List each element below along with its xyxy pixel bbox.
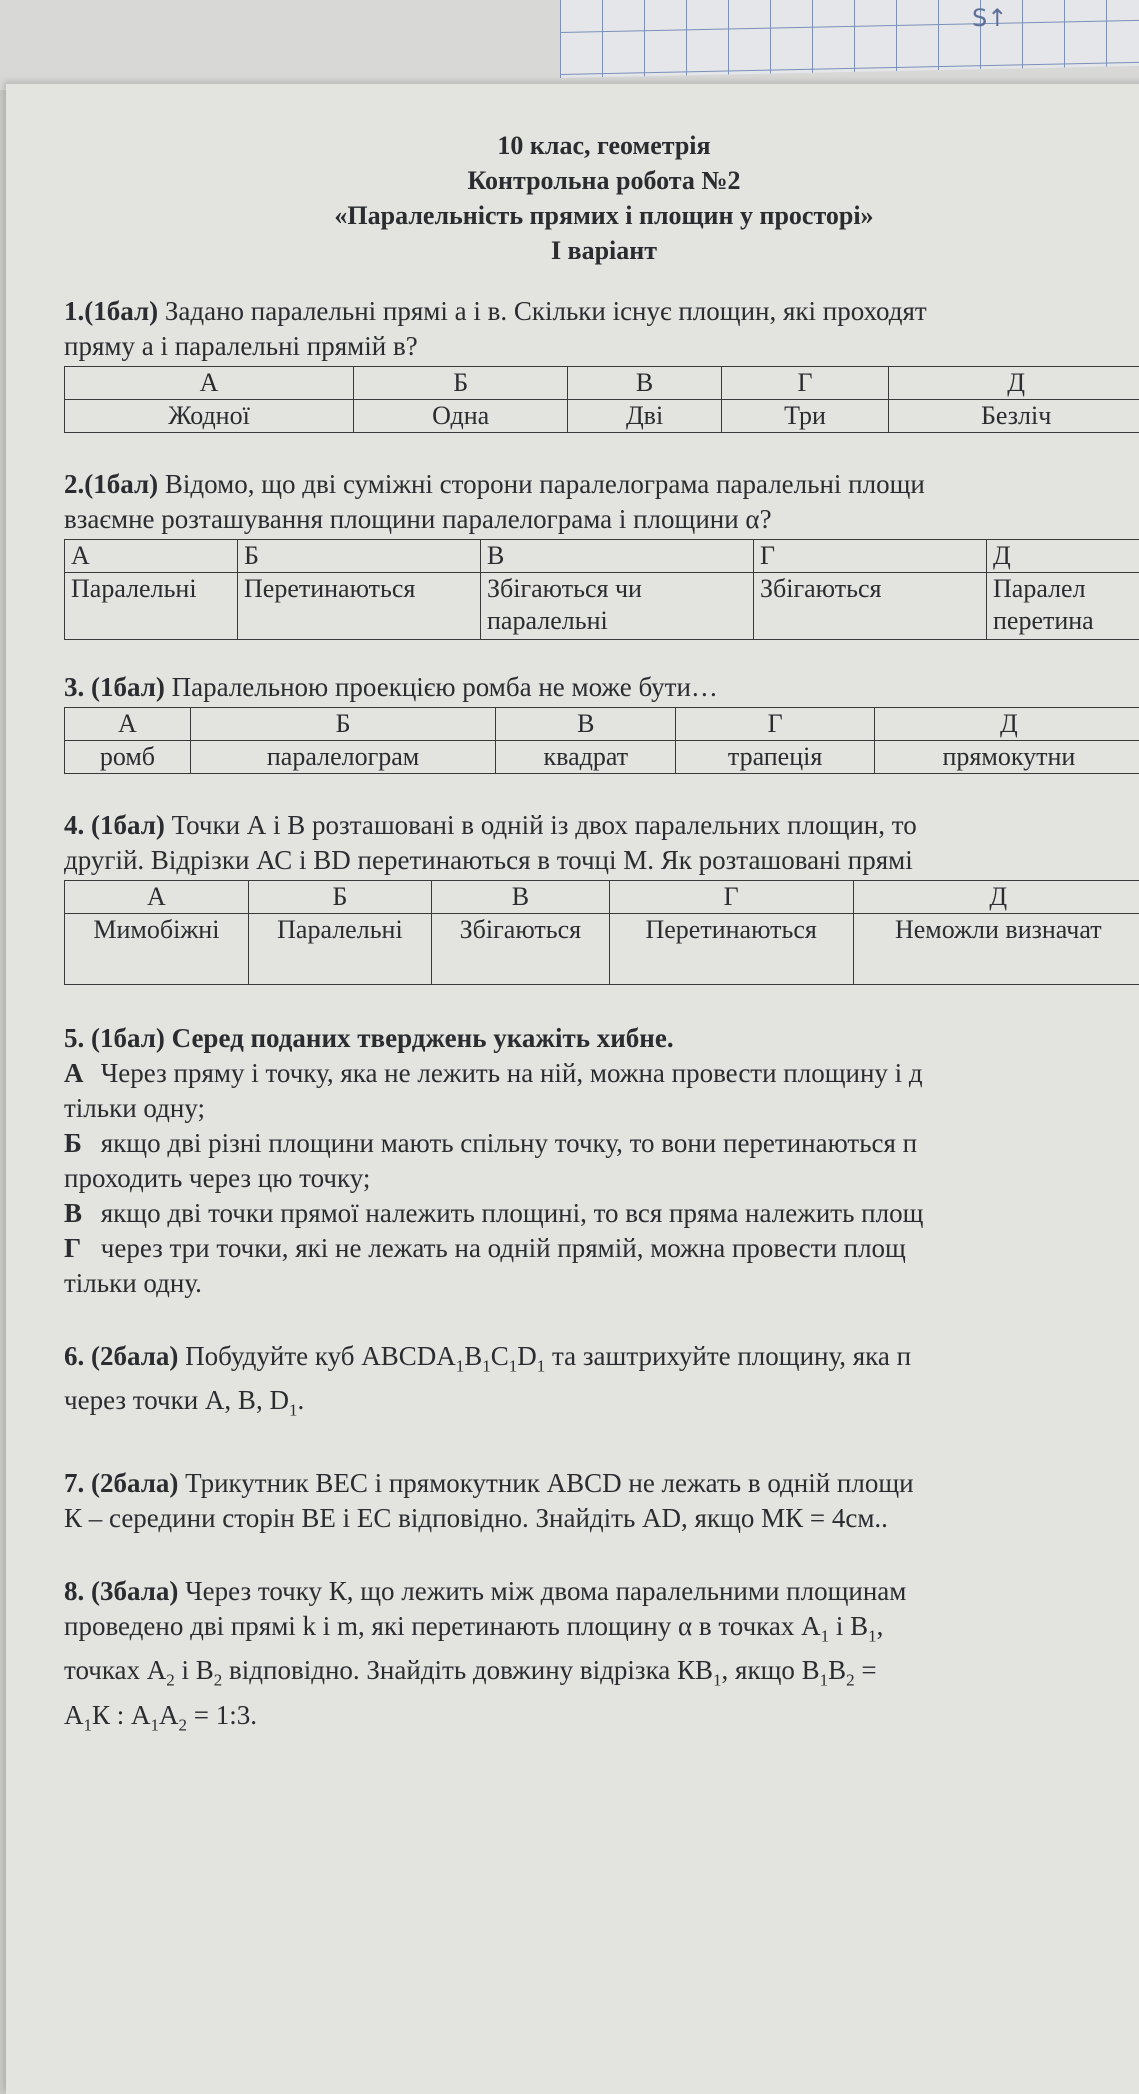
q4-text-2: другій. Відрізки АС і ВD перетинаються в точці М. Як розташовані прямі [64,843,1139,878]
q4-option-c: Збігаються [432,914,610,985]
q1-text-2: пряму а і паралельні прямій в? [64,329,1139,364]
q2-answer-table [64,539,1139,640]
q4-header-b: Б [248,881,431,914]
q1-header-c: В [568,367,722,400]
q3-header-a: А [65,708,191,741]
q2-option-b: Перетинаються [238,573,481,640]
q5-statement-c [64,1196,1139,1231]
q8-sub: 2 [166,1671,175,1690]
q8-sub: 2 [846,1671,855,1690]
q5-letter-a: А [64,1056,94,1091]
q8-text-3e: B [828,1655,846,1685]
q8-text-4c: A [159,1700,179,1730]
q8-text-4d: = 1:3. [187,1700,257,1730]
q3-option-b: паралелограм [190,741,495,774]
q8-sub: 2 [214,1671,223,1690]
q8-text-3c: відповідно. Знайдіть довжину відрізка КB [222,1655,713,1685]
q3-text-1: Паралельною проекцією ромба не може бути… [165,672,718,702]
q2-header-c: В [481,540,754,573]
q2-option-d: Збігаються [754,573,987,640]
q1-header-e: Д [889,367,1139,400]
q1-header-b: Б [354,367,568,400]
q4-points: 4. (1бал) [64,810,165,840]
q2-points: 2.(1бал) [64,469,158,499]
q1-text-1: Задано паралельні прямі а і в. Скільки існує площин, які проходят [158,296,927,326]
q8-text-3d: , якщо B [722,1655,820,1685]
q5-letter-d: Г [64,1231,94,1266]
q2-text-2: взаємне розташування площини паралелограма і площини α? [64,502,1139,537]
q4-option-a: Мимобіжні [65,914,249,985]
q1-header-a: А [65,367,354,400]
q5-statement-b [64,1126,1139,1161]
background-notebook [0,0,1139,90]
question-2 [64,467,1139,537]
q2-header-d: Г [754,540,987,573]
q2-header-e: Д [987,540,1139,573]
q1-header-d: Г [721,367,888,400]
q4-text-1: Точки А і В розташовані в одній із двох паралельних площин, то [165,810,917,840]
q2-option-e: Паралел перетина [987,573,1139,640]
q8-text-2c: , [877,1611,884,1641]
q8-text-4b: К : A [92,1700,151,1730]
q8-text-1: Через точку К, що лежить між двома паралельними площинам [178,1576,906,1606]
q5-d-text-1: через три точки, які не лежать на одній прямій, можна провести площ [94,1233,906,1263]
question-4 [64,808,1139,878]
q5-title: 5. (1бал) Серед поданих тверджень укажіть хибне. [64,1023,674,1053]
q5-letter-b: Б [64,1126,94,1161]
q8-sub: 1 [713,1671,722,1690]
q6-sub: 1 [537,1356,546,1375]
question-1 [64,294,1139,364]
q4-header-c: В [432,881,610,914]
q7-text-1: Трикутник ВЕС і прямокутник АВСD не лежать в одній площи [178,1468,913,1498]
q4-option-d: Перетинаються [609,914,853,985]
q5-letter-c: В [64,1196,94,1231]
q3-answer-table [64,707,1139,774]
q6-c: C [491,1341,509,1371]
header [104,128,1104,268]
q8-text-4a: A [64,1700,84,1730]
q3-option-c: квадрат [496,741,676,774]
q6-b: B [464,1341,482,1371]
q8-sub: 1 [821,1626,830,1645]
q2-option-a: Паралельні [65,573,238,640]
q2-header-a: А [65,540,238,573]
q3-header-e: Д [874,708,1139,741]
q8-points: 8. (3бала) [64,1576,178,1606]
q5-b-text-1: якщо дві різні площини мають спільну точку, то вони перетинаються п [94,1128,917,1158]
q8-sub: 1 [151,1715,160,1734]
q6-d: D [517,1341,537,1371]
q8-text-3a: точках A [64,1655,166,1685]
q6-text-3: через точки А, В, D [64,1385,289,1415]
q6-text-1: Побудуйте куб ABCDA [178,1341,455,1371]
q8-sub: 2 [179,1715,188,1734]
question-3 [64,670,1139,705]
q1-option-e: Безліч [889,400,1139,433]
header-topic: «Паралельність прямих і площин у просторі» [104,198,1104,233]
question-6 [64,1339,1139,1428]
q4-answer-table [64,880,1139,985]
q1-option-d: Три [721,400,888,433]
handwritten-scribble: S↑ [972,4,1007,32]
q3-option-d: трапеція [676,741,874,774]
test-sheet [6,84,1139,2094]
q6-text-2: та заштрихуйте площину, яка п [545,1341,911,1371]
q6-sub: 1 [509,1356,518,1375]
q6-sub: 1 [456,1356,465,1375]
q6-points: 6. (2бала) [64,1341,178,1371]
q1-answer-table [64,366,1139,433]
question-7 [64,1466,1139,1536]
q5-b-text-2: проходить через цю точку; [64,1161,1139,1196]
q8-text-3f: = [855,1655,877,1685]
header-test-title: Контрольна робота №2 [104,163,1104,198]
q2-header-b: Б [238,540,481,573]
q2-option-c: Збігаються чи паралельні [481,573,754,640]
q4-option-e: Неможли визначат [853,914,1139,985]
header-class: 10 клас, геометрія [104,128,1104,163]
q5-c-text-1: якщо дві точки прямої належить площині, то вся пряма належить площ [94,1198,923,1228]
q1-option-c: Дві [568,400,722,433]
q3-option-e: прямокутни [874,741,1139,774]
q7-text-2: К – середини сторін ВЕ і ЕС відповідно. Знайдіть АD, якщо МК = 4см.. [64,1501,1139,1536]
q7-points: 7. (2бала) [64,1468,178,1498]
q4-header-e: Д [853,881,1139,914]
q3-header-b: Б [190,708,495,741]
q2-text-1: Відомо, що дві суміжні сторони паралелограма паралельні площи [158,469,925,499]
test-content [64,128,1139,1742]
question-5 [64,1021,1139,1301]
q4-header-a: А [65,881,249,914]
q8-sub: 1 [820,1671,829,1690]
header-variant: І варіант [104,233,1104,268]
q1-option-a: Жодної [65,400,354,433]
q5-statement-d [64,1231,1139,1266]
q5-d-text-2: тільки одну. [64,1266,1139,1301]
q8-text-2a: проведено дві прямі k і m, які перетинають площину α в точках A [64,1611,821,1641]
grid-paper-sheet [560,0,1139,78]
q6-sub: 1 [289,1401,298,1420]
q6-sub: 1 [482,1356,491,1375]
q5-a-text-1: Через пряму і точку, яка не лежить на ній, можна провести площину і д [94,1058,923,1088]
q5-a-text-2: тільки одну; [64,1091,1139,1126]
q8-text-2b: і B [829,1611,868,1641]
q5-statement-a [64,1056,1139,1091]
q1-option-b: Одна [354,400,568,433]
q8-sub: 1 [84,1715,93,1734]
q4-header-d: Г [609,881,853,914]
q8-text-3b: і B [175,1655,214,1685]
q3-header-d: Г [676,708,874,741]
q3-header-c: В [496,708,676,741]
q6-period: . [297,1385,304,1415]
q8-sub: 1 [868,1626,877,1645]
q3-option-a: ромб [65,741,191,774]
question-8 [64,1574,1139,1742]
q1-points: 1.(1бал) [64,296,158,326]
q4-option-b: Паралельні [248,914,431,985]
q3-points: 3. (1бал) [64,672,165,702]
